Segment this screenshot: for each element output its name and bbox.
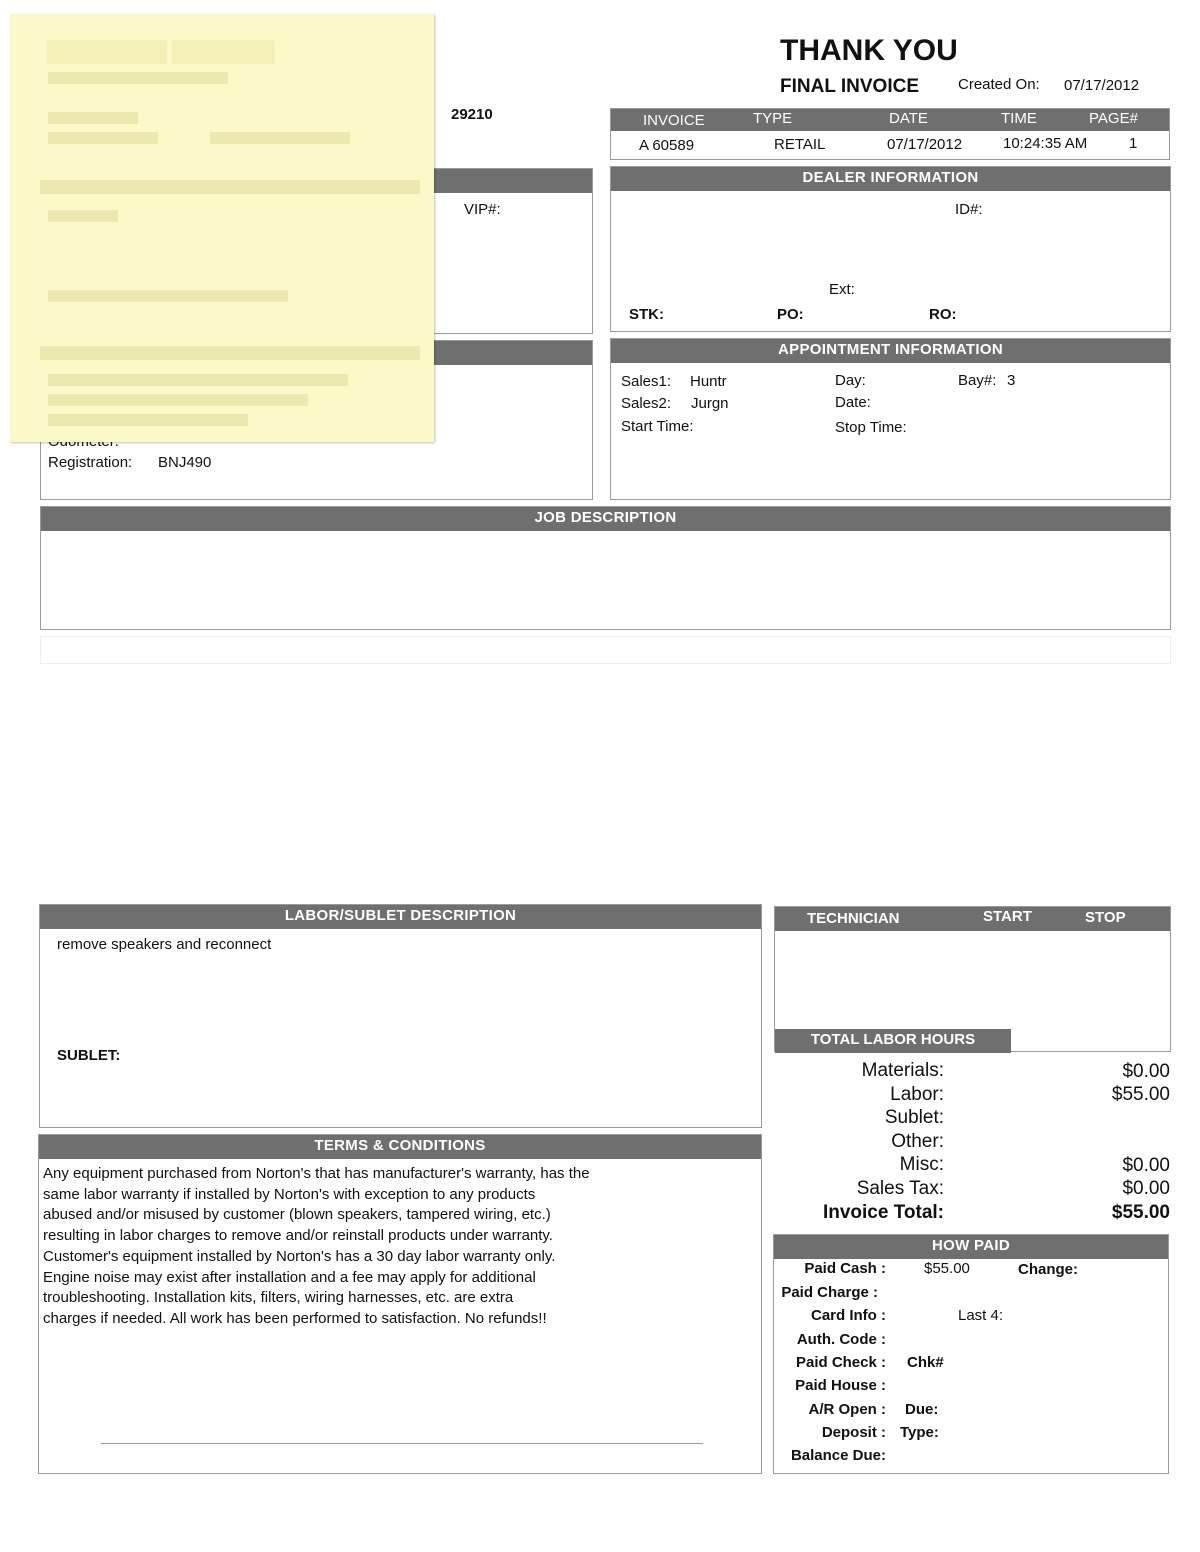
materials-value: $0.00 [1122,1061,1170,1082]
terms-line: Any equipment purchased from Norton's that has manufacturer's warranty, has the [43,1165,590,1182]
sublet-total-label: Sublet: [884,1107,944,1128]
labor-label: Labor: [890,1084,944,1105]
how-paid-header: HOW PAID [774,1235,1168,1259]
terms-box [38,1134,762,1474]
appointment-info-box [610,338,1171,500]
obscured-line [40,346,420,360]
invoice-total-value: $55.00 [1111,1202,1170,1223]
balance-due-label: Balance Due: [790,1447,886,1464]
stop-time-label: Stop Time: [835,419,907,436]
page-col-header: PAGE# [1089,110,1138,127]
terms-line: same labor warranty if installed by Norton's with exception to any products [43,1185,536,1203]
invoice-table [610,108,1170,160]
paid-check-label: Paid Check : [795,1354,886,1371]
deposit-label: Deposit : [821,1424,886,1441]
invoice-number: A 60589 [639,137,695,154]
obscured-line [48,414,248,426]
invoice-time: 10:24:35 AM [1003,135,1088,152]
ext-label: Ext: [829,281,855,298]
terms-header: TERMS & CONDITIONS [39,1135,761,1159]
job-description-box [40,506,1171,630]
invoice-date: 07/17/2012 [887,136,963,153]
appointment-info-header: APPOINTMENT INFORMATION [611,339,1170,363]
faint-divider-box [40,636,1171,664]
sales-tax-value: $0.00 [1122,1178,1170,1199]
day-label: Day: [835,372,866,389]
sticky-note [10,14,434,442]
terms-line: troubleshooting. Installation kits, filters, wiring harnesses, etc. are extra [43,1289,514,1307]
terms-line: Engine noise may exist after installation and a fee may apply for additional [43,1268,536,1286]
dealer-info-box [610,166,1171,332]
registration-label: Registration: [48,454,133,471]
obscured-store-name: ▇▇▇▇▇▇▇ ▇▇▇▇▇▇ [48,38,275,63]
type-col-header: TYPE [753,110,793,127]
final-invoice-heading: FINAL INVOICE [780,76,919,97]
obscured-line [48,210,118,222]
technician-box [774,906,1171,1052]
labor-description-header: LABOR/SUBLET DESCRIPTION [40,905,761,929]
ro-label: RO: [929,306,957,323]
labor-description-text: remove speakers and reconnect [57,936,272,953]
technician-col-header: TECHNICIAN [807,910,900,927]
terms-line: resulting in labor charges to remove and/or reinstall products under warranty. [43,1227,553,1245]
page-number: 1 [1129,135,1138,152]
po-label: PO: [777,306,804,323]
invoice-total-label: Invoice Total: [822,1202,944,1223]
dealer-info-header: DEALER INFORMATION [611,167,1170,191]
thank-you-heading: THANK YOU [780,34,958,67]
terms-line: abused and/or misused by customer (blown speakers, tampered wiring, etc.) [43,1206,551,1224]
misc-value: $0.00 [1122,1155,1170,1176]
other-label: Other: [891,1131,944,1152]
labor-value: $55.00 [1111,1084,1170,1105]
how-paid-box [773,1234,1169,1474]
created-on-label: Created On: [958,76,1040,93]
misc-label: Misc: [899,1154,944,1175]
terms-text [43,1164,590,1330]
start-time-label: Start Time: [621,418,694,435]
signature-line [101,1443,703,1444]
start-col-header: START [983,908,1032,925]
total-labor-hours-header: TOTAL LABOR HOURS [775,1029,1011,1053]
time-col-header: TIME [1001,110,1037,127]
obscured-line [48,290,288,302]
obscured-line [48,132,158,144]
obscured-line [210,132,350,144]
created-on-value: 07/17/2012 [1064,77,1140,94]
zip-code: 29210 [451,106,493,123]
sales-tax-label: Sales Tax: [856,1178,944,1199]
payment-type-label: Type: [900,1424,939,1441]
invoice-col-header: INVOICE [643,112,705,129]
paid-cash-value: $55.00 [924,1260,970,1277]
dealer-id-label: ID#: [955,201,983,218]
invoice-type: RETAIL [774,136,826,153]
stop-col-header: STOP [1085,909,1126,926]
sales2-value: Jurgn [691,395,729,412]
bay-value: 3 [1007,372,1016,389]
obscured-line [48,112,138,124]
vip-label: VIP#: [464,201,501,218]
obscured-line [48,394,308,406]
terms-line: charges if needed. All work has been performed to satisfaction. No refunds!! [43,1309,547,1327]
ar-open-label: A/R Open : [808,1401,886,1418]
date-col-header: DATE [889,110,928,127]
due-label: Due: [905,1401,939,1418]
sales1-label: Sales1: [621,373,672,390]
paid-charge-label: Paid Charge : [781,1284,878,1301]
sales1-value: Huntr [690,373,727,390]
last4-label: Last 4: [958,1307,1004,1324]
labor-description-box [39,904,762,1128]
materials-label: Materials: [861,1060,944,1081]
change-label: Change: [1018,1261,1078,1278]
obscured-line [48,72,228,84]
stk-label: STK: [629,306,664,323]
job-description-header: JOB DESCRIPTION [41,507,1170,531]
paid-house-label: Paid House : [795,1377,886,1394]
sales2-label: Sales2: [621,395,672,412]
registration-value: BNJ490 [158,454,212,471]
obscured-line [48,374,348,386]
check-number-label: Chk# [907,1354,944,1371]
obscured-line [40,180,420,194]
sublet-label: SUBLET: [57,1047,121,1064]
terms-line: Customer's equipment installed by Norton's has a 30 day labor warranty only. [43,1247,556,1265]
bay-label: Bay#: [958,372,997,389]
paid-cash-label: Paid Cash : [804,1260,886,1277]
date-label: Date: [835,394,871,411]
auth-code-label: Auth. Code : [796,1331,886,1348]
card-info-label: Card Info : [811,1307,886,1324]
